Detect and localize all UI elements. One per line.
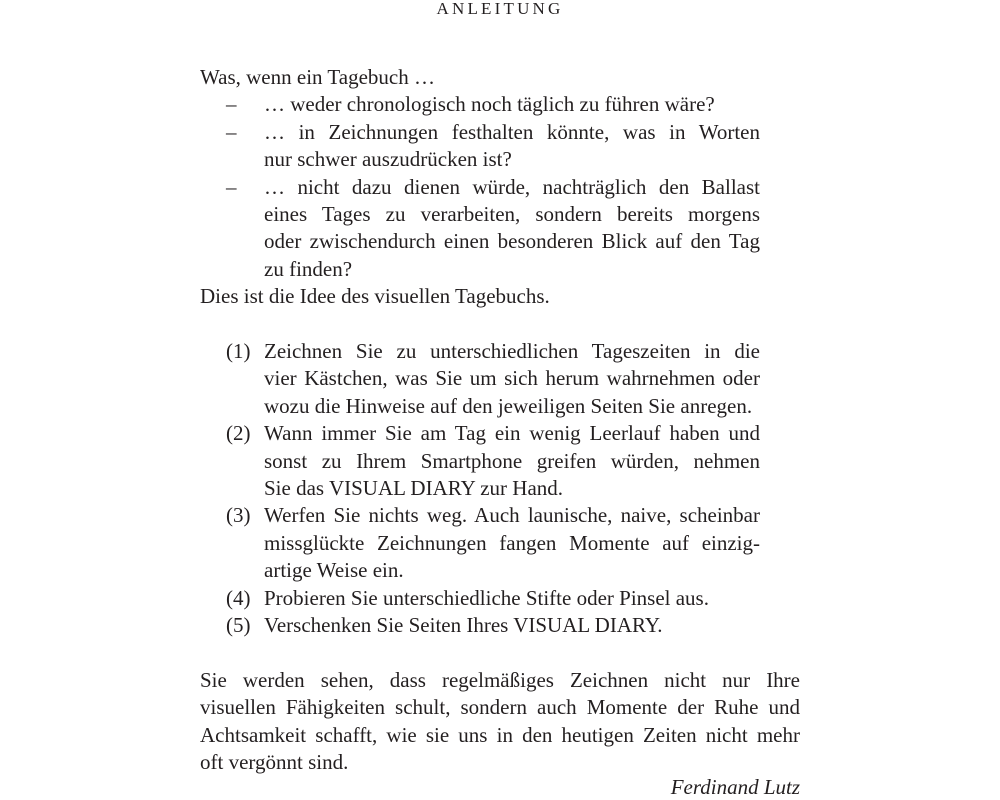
closing-line: visuellen Fähigkeiten schult, sondern auch Momente der Ruhe und (200, 695, 800, 720)
page-title: ANLEITUNG (436, 0, 564, 18)
closing-paragraph (200, 667, 800, 777)
closing-line: Sie werden sehen, dass regelmäßiges Zeichnen nicht nur Ihre (200, 667, 800, 692)
step-line: Sie das VISUAL DIARY zur Hand. (264, 476, 564, 501)
closing-line: oft vergönnt sind. (200, 750, 349, 775)
intro-conclusion: Dies ist die Idee des visuellen Tagebuchs. (200, 284, 550, 309)
step-line: missglückte Zeichnungen fangen Momente auf einzig- (264, 530, 760, 555)
step-line: Verschenken Sie Seiten Ihres VISUAL DIARY. (264, 613, 663, 638)
step-line: Werfen Sie nichts weg. Auch launische, naive, scheinbar (264, 503, 760, 528)
question-line: zu finden? (264, 256, 353, 281)
dash-marker: – (226, 92, 237, 117)
step-number: (3) (226, 503, 251, 528)
intro-lead: Was, wenn ein Tagebuch … (200, 65, 435, 89)
question-line: … in Zeichnungen festhalten könnte, was in Worten (264, 119, 760, 144)
step-line: Wann immer Sie am Tag ein wenig Leerlauf haben und (264, 421, 760, 446)
question-item (200, 174, 760, 284)
paragraph-gap (200, 640, 800, 667)
step-line: vier Kästchen, was Sie um sich herum wahrnehmen oder (264, 366, 760, 391)
body-text (200, 64, 800, 777)
step-item (200, 502, 760, 584)
question-list (200, 91, 800, 283)
step-item (200, 420, 760, 502)
step-number: (1) (226, 339, 251, 364)
step-number: (2) (226, 421, 251, 446)
question-line: … weder chronologisch noch täglich zu führen wäre? (264, 92, 715, 117)
paragraph-gap (200, 311, 800, 338)
question-item (200, 91, 760, 118)
question-line: … nicht dazu dienen würde, nachträglich den Ballast (264, 174, 760, 199)
dash-marker: – (226, 174, 237, 199)
step-item (200, 338, 760, 420)
step-line: wozu die Hinweise auf den jeweiligen Seiten Sie anregen. (264, 393, 753, 418)
closing-line: Achtsamkeit schafft, wie sie uns in den heutigen Zeiten nicht mehr (200, 722, 800, 747)
step-item (200, 612, 760, 639)
steps-list (200, 338, 800, 639)
step-line: artige Weise ein. (264, 558, 404, 583)
step-number: (4) (226, 585, 251, 610)
step-line: Probieren Sie unterschiedliche Stifte oder Pinsel aus. (264, 585, 709, 610)
author-signature: Ferdinand Lutz (670, 775, 800, 799)
question-line: eines Tages zu verarbeiten, sondern bereits morgens (264, 202, 760, 227)
step-number: (5) (226, 613, 251, 638)
step-line: sonst zu Ihrem Smartphone greifen würden, nehmen (264, 448, 760, 473)
dash-marker: – (226, 119, 237, 144)
question-line: nur schwer auszudrücken ist? (264, 147, 512, 172)
step-item (200, 585, 760, 612)
question-item (200, 119, 760, 174)
question-line: oder zwischendurch einen besonderen Blick auf den Tag (264, 229, 760, 254)
step-line: Zeichnen Sie zu unterschiedlichen Tageszeiten in die (264, 339, 760, 364)
